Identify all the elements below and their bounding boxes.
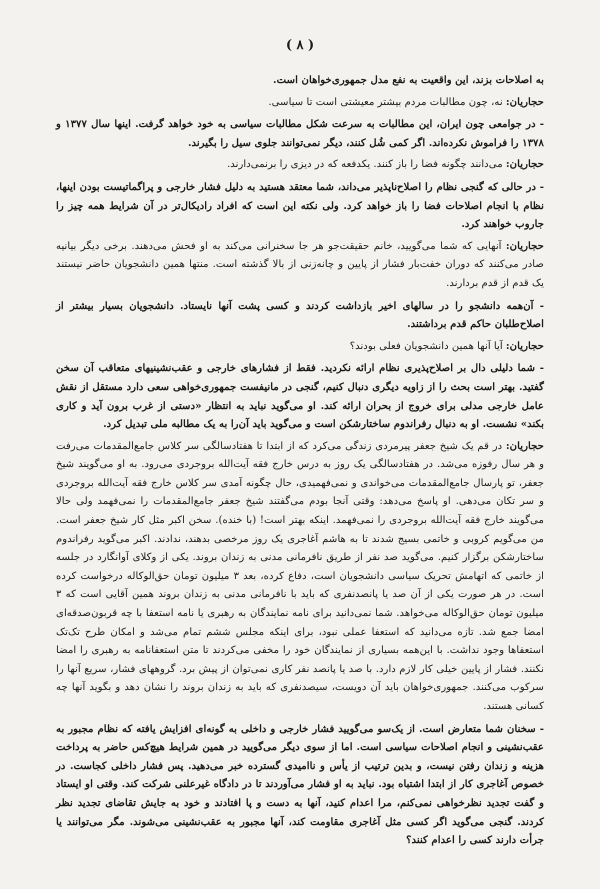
speaker-name: حجاریان: (505, 158, 544, 171)
paragraph-text: آیا آنها همین دانشجویان فعلی بودند؟ (349, 340, 506, 352)
answer-paragraph (56, 93, 544, 113)
paragraph-text: - آن‌همه دانشجو را در سالهای اخیر بازداشت کردند و کسی پشت آنها نایستاد. دانشجویان بسیار بیشتر از اصلاح‌طلبان حاکم قدم برداشتند. (56, 299, 544, 331)
document-body (56, 71, 544, 850)
paragraph-text: - در جوامعی چون ایران، این مطالبات به سرعت شکل مطالبات سیاسی به خود خواهد گرفت. اینها سال ۱۳۷۷ و ۱۳۷۸ را فراموش نکرده‌اند. اگر کمی شُل کنند، دیگر نمی‌توانند جلوی سیل را بگیرند. (56, 118, 545, 149)
answer-paragraph (56, 337, 544, 357)
speaker-name: حجاریان: (505, 239, 544, 252)
paragraph-text: در قم یک شیخ جعفر پیرمردی زندگی می‌کرد که از ابتدا تا هفتادسالگی سر کلاس جامع‌المقدمات می‌رفت و هر سال رفوزه می‌شد. در هفتادسالگی یک روز به درس خارج فقه آیت‌الله بروجردی می‌رود. به او می‌گویند شیخ جعفر، تو پارسال جامع‌المقدمات می‌خواندی و نمی‌فهمیدی، حال چگونه آمدی سر کلاس خارج فقه آیت‌الله بروجردی و سر تکان می‌دهی. او پاسخ می‌دهد: وقتی آنجا بودم می‌گفتند شیخ جعفر جامع‌المقدمات را نمی‌فهمد ولی حالا می‌گویند خارج فقه آیت‌الله بروجردی را نمی‌فهمد. اینکه بهتر است! (با خنده). سخن اکبر مثل کار شیخ جعفر است. من می‌گویم کروبی و خاتمی بسیج شدند تا به هاشم آغاجری یک روز مرخصی بدهند، ندادند. اکبر می‌گوید رفراندوم ساختارشکن برگزار کنیم. می‌گوید صد نفر از طریق نافرمانی مدنی به زندان بروند. یکی از وکلای آوانگارد در جلسه از خاتمی که اتهامش تحریک سیاسی دانشجویان است، دفاع کرده، بعد ۳ میلیون تومان حق‌الوکاله درخواست کرده است. در هر صورت یکی از آن صد یا پانصدنفری که باید با نافرمانی مدنی به زندان بروند همین آقایی است که ۳ میلیون تومان حق‌الوکاله می‌خواهد. شما نمی‌دانید برای نامه نمایندگان به رهبری یا نامه استعفا با چه قربون‌صدقه‌ای امضا جمع شد. تازه می‌دانید که استعفا عملی نبود، برای اینکه مجلس ششم تمام می‌شد و امکان طرح تک‌تک استعفاها وجود نداشت. با این‌همه بسیاری از نمایندگان خود را مخفی می‌کردند تا متن استعفانامه به رهبری را امضا نکنند. فشار از پایین خیلی کار لازم دارد. با صد یا پانصد نفر کاری نمی‌توان از پیش برد. گروههای فشار، سریع آنها را سرکوب می‌کنند. جمهوری‌خواهان باید آن دویست، سیصدنفری که باید به زندان بروند را نشان دهد و بگوید آنها چه کسانی هستند. (56, 440, 544, 712)
question-paragraph (56, 720, 544, 850)
paragraph-text: نه، چون مطالبات مردم بیشتر معیشتی است تا سیاسی. (268, 96, 506, 108)
speaker-name: حجاریان: (505, 95, 544, 108)
paragraph-text: - سخنان شما متعارض است. از یک‌سو می‌گویید فشار خارجی و داخلی به گونه‌ای افزایش یافته که نظام مجبور به عقب‌نشینی و انجام اصلاحات سیاسی است. اما از سوی دیگر می‌گویید در همین شرایط هیچ‌کس حاضر به پرداخت هزینه و زندان رفتن نیست، و بدین ترتیب از یأس و ناامیدی گسترده خبر می‌دهید. پس فشار داخلی کجاست. در خصوص آغاجری کار از ابتدا اشتباه بود. نباید به او فشار می‌آوردند تا در دادگاه غیرعلنی شرکت کند. وقتی او ایستاد و گفت تجدید نظرخواهی نمی‌کنم، مرا اعدام کنید، آنها به دست و پا افتادند و خود به جایش تقاضای تجدید نظر کردند. گنجی می‌گوید اگر کسی مثل آغاجری مقاومت کند، آنها مجبور به عقب‌نشینی می‌شوند. مگر می‌توانند یا جرأت دارند کسی را اعدام کنند؟ (56, 722, 544, 847)
question-paragraph (56, 297, 544, 334)
paragraph-text: - شما دلیلی دال بر اصلاح‌پذیری نظام ارائه نکردید. فقط از فشارهای خارجی و عقب‌نشینیهای متعاقب آن سخن گفتید. بهتر است بحث را از زاویه دیگری دنبال کنیم، گنجی در مانیفست جمهوری‌خواهی سعی دارد مستقل از نقش عامل خارجی مدلی برای خروج از بحران ارائه کند. او می‌گوید نباید به انتظار «دستی از غرب برون آید و کاری بکند» نشست. او به دنبال رفراندوم ساختارشکن است و می‌گوید باید آن‌را به یک مطالبه ملی تبدیل کرد. (56, 362, 544, 431)
question-paragraph (56, 359, 544, 433)
paragraph-text: به اصلاحات بزند، این واقعیت به نفع مدل جمهوری‌خواهان است. (273, 74, 544, 86)
paragraph-text: - در حالی که گنجی نظام را اصلاح‌ناپذیر می‌داند، شما معتقد هستید به دلیل فشار خارجی و پراگماتیست بودن اینها، نظام با انجام اصلاحات فضا را باز خواهد کرد. ولی نکته این است که افراد رادیکال‌تر در آن شرایط همه چیز را جاروب خواهند کرد. (56, 180, 544, 231)
page-number: ( ۸ ) (285, 38, 315, 53)
question-paragraph (56, 115, 544, 152)
speaker-name: حجاریان: (505, 439, 544, 452)
paragraph-text: آنهایی که شما می‌گویید، خانم حقیقت‌جو هر جا سخنرانی می‌کند به او فحش می‌دهند. برخی دیگر بیانیه صادر می‌کنند که دوران خفت‌بار فشار از پایین و چانه‌زنی از بالا گذشته است. منتها همین دانشجویان حاضر نیستند یک قدم از قدم بردارند. (56, 240, 544, 289)
speaker-name: حجاریان: (505, 339, 544, 352)
answer-paragraph (56, 155, 544, 175)
paragraph-text: می‌دانند چگونه فضا را باز کنند. یکدفعه که در دیزی را برنمی‌دارند. (227, 159, 506, 171)
answer-paragraph (56, 437, 544, 717)
answer-paragraph (56, 237, 544, 294)
question-paragraph (56, 71, 544, 90)
question-paragraph (56, 178, 544, 234)
